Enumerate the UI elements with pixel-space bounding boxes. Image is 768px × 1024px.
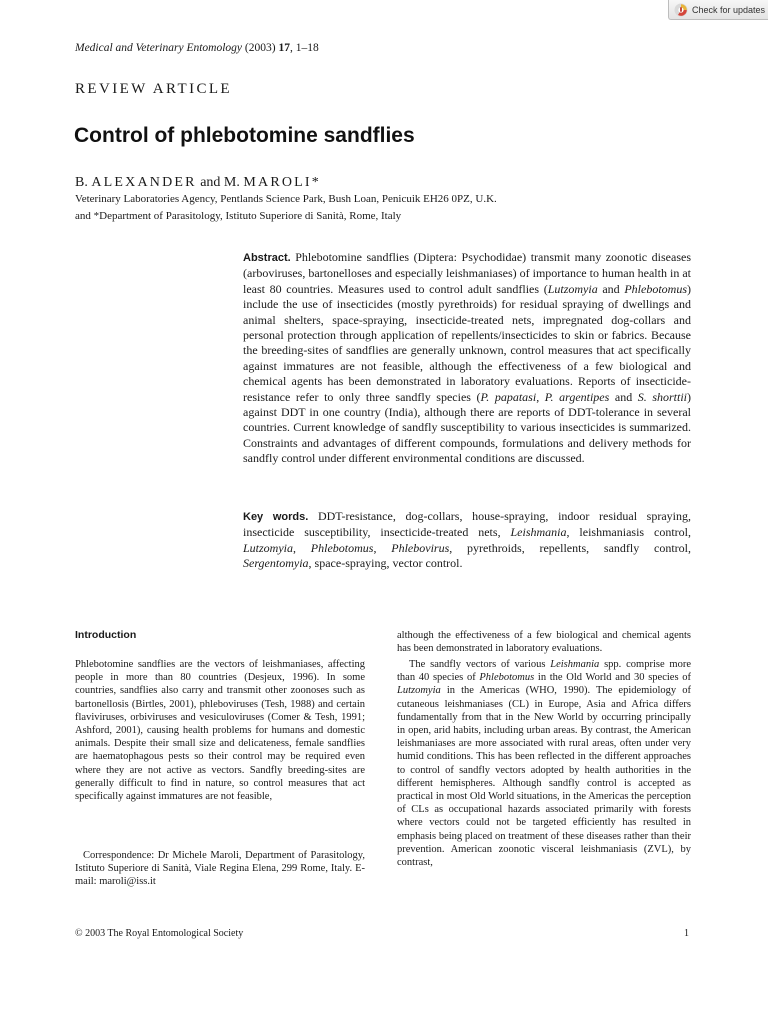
correspondence-footnote: Correspondence: Dr Michele Maroli, Department of Parasitology, Istituto Superiore di Sanità, Viale Regina Elena, 299 Rome, Italy. E-mail: maroli@iss.it (75, 850, 365, 888)
copyright-notice: © 2003 The Royal Entomological Society (75, 928, 244, 939)
journal-name: Medical and Veterinary Entomology (75, 42, 243, 54)
genus-name: Phlebotomus (479, 672, 535, 684)
section-heading-introduction: Introduction (75, 629, 137, 641)
keyword-italic: Sergentomyia (243, 556, 309, 571)
abstract-text: , (536, 389, 545, 404)
paragraph-text: in the Americas (WHO, 1990). The epidemiology of cutaneous leishmaniases (CL) in Europe, Asia and Africa differs fundamentally from that in the New World by occurring principally in open, arid habits, including urban areas. By contrast, the American leishmaniases are more associated with rural areas, often under very humid conditions. This has been reflected in the different approaches to control of sandfly vectors adopted by health authorities in the different hemispheres. Although sandfly control is accepted as practical in most Old World situations, in the Americas the perception of CLs as occupational hazards associated primarily with forests where vectors could not be targeted efficiently has resulted in emphasis being placed on treatment of these diseases rather than their prevention. American zoonotic visceral leishmaniasis (ZVL), by contrast, (397, 685, 691, 869)
abstract-label: Abstract. (243, 252, 291, 264)
abstract (243, 250, 691, 467)
article-title: Control of phlebotomine sandflies (74, 124, 415, 147)
paragraph-text: The sandfly vectors of various (409, 659, 551, 670)
keywords (243, 509, 691, 572)
keywords-text: DDT-resistance, dog-collars, house-spraying, indoor residual spraying, insecticide susceptibility, insecticide-treated nets, (243, 509, 691, 540)
check-for-updates-label: Check for updates (692, 4, 766, 15)
author-2-mark: * (311, 175, 319, 190)
affiliation-2: and *Department of Parasitology, Istituto Superiore di Sanità, Rome, Italy (75, 210, 402, 222)
journal-citation (75, 42, 319, 54)
author-2-initial: M. (223, 175, 244, 190)
genus-name: Leishmania (550, 659, 600, 670)
article-type: REVIEW ARTICLE (75, 81, 232, 97)
abstract-text: ) include the use of insecticides (mostly pyrethroids) for residual spraying of dwellings and animal shelters, space-spraying, insecticide-treated nets, impregnated dog-collars and personal protection through application of repellents/insecticides to skin or fabrics. Because the breeding-sites of sandflies are generally unknown, control measures that act specifically against immatures are not feasible, although the effectiveness of a few biological and chemical agents has been demonstrated in laboratory evaluations. Reports of insecticide-resistance refer to only three sandfly species ( (243, 281, 691, 404)
keyword-italic: Leishmania (510, 525, 567, 540)
abstract-species: P. argentipes (544, 389, 610, 404)
paragraph-text: in the Old World and 30 species of (534, 672, 691, 684)
keywords-text: , (293, 540, 311, 555)
keywords-text: , pyrethroids, repellents, sandfly control, (449, 540, 691, 555)
journal-volume: 17 (278, 42, 290, 54)
author-1-initial: B. (75, 175, 92, 190)
author-line (75, 175, 319, 191)
affiliation-1: Veterinary Laboratories Agency, Pentlands Science Park, Bush Loan, Penicuik EH26 0PZ, U.K. (75, 193, 497, 205)
keywords-text: , (373, 540, 392, 555)
right-column-paragraph-1: although the effectiveness of a few biological and chemical agents has been demonstrated in laboratory evaluations. (397, 630, 691, 655)
abstract-genus: Phlebotomus (624, 281, 687, 296)
introduction-paragraph: Phlebotomine sandflies are the vectors of leishmaniases, affecting people in more than 80 countries (Desjeux, 1996). In some countries, sandflies also carry and transmit other zoonoses such as bartonellosis (Birtles, 2001), phleboviruses (Tesh, 1988) and certain flaviviruses, orbiviruses and vesiculoviruses (Comer & Tesh, 1991; Ashford, 2001), causing health problems for humans and domestic animals. Despite their small size and delicateness, female sandflies are haematophagous pests so their control may be required even where they are not active as vectors. Sandfly breeding-sites are generally difficult to find in nature, so control measures that act specifically against immatures are not feasible, (75, 659, 365, 803)
abstract-text: Phlebotomine sandflies (Diptera: Psychodidae) transmit many zoonotic diseases (arboviruses, bartonelloses and especially leishmaniases) of importance to human health in at least 80 countries. Measures used to control adult sandflies ( (243, 250, 691, 296)
keyword-italic: Lutzomyia (243, 540, 294, 555)
genus-name: Lutzomyia (397, 685, 441, 697)
author-2-surname: MAROLI (243, 175, 312, 190)
abstract-genus: Lutzomyia (547, 281, 598, 296)
paragraph-text: spp. comprise more than 40 species of (397, 659, 691, 684)
author-1-surname: ALEXANDER (91, 175, 197, 190)
journal-pages: , 1–18 (289, 42, 319, 54)
abstract-species: S. shorttii (637, 389, 688, 404)
abstract-text: and (597, 281, 625, 296)
check-for-updates-button[interactable] (668, 0, 768, 20)
abstract-text: ) against DDT in one country (India), although there are reports of DDT-tolerance in several countries. Current knowledge of sandfly susceptibility to various insecticides is summarized. Constraints and advantages of different compounds, formulations and delivery methods for sandfly control under different environmental conditions are discussed. (243, 389, 692, 466)
right-column-paragraph-2 (397, 658, 691, 869)
author-conjunction: and (196, 175, 224, 190)
keyword-italic: Phlebotomus (310, 540, 374, 555)
update-icon (674, 3, 688, 17)
page-number: 1 (684, 928, 689, 939)
keywords-label: Key words. (243, 511, 309, 523)
abstract-text: and (609, 389, 638, 404)
keywords-text: , leishmaniasis control, (566, 525, 691, 540)
journal-year: (2003) (244, 42, 276, 54)
keywords-text: , space-spraying, vector control. (308, 556, 463, 571)
keyword-italic: Phlebovirus (391, 540, 450, 555)
abstract-species: P. papatasi (480, 389, 537, 404)
